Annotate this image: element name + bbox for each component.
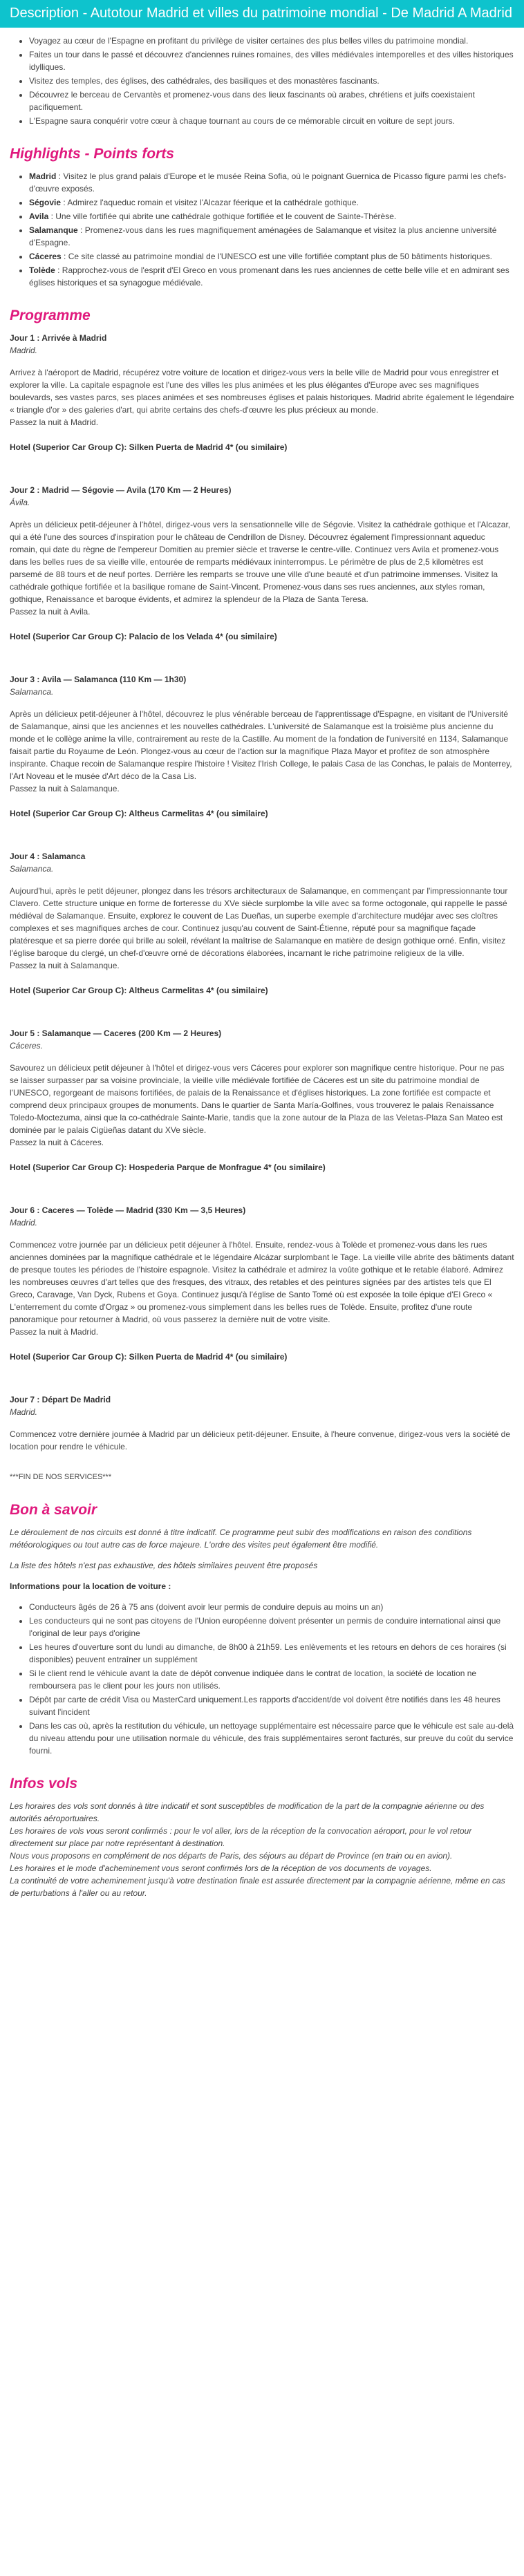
- day-place: Madrid.: [10, 1218, 38, 1228]
- day-hotel: Hotel (Superior Car Group C): Silken Puerta de Madrid 4* (ou similaire): [10, 442, 288, 452]
- intro-list: [10, 35, 514, 127]
- highlight-text: : Une ville fortifiée qui abrite une cathédrale gothique fortifiée et le couvent de Sainte-Thérèse.: [48, 211, 397, 221]
- day-hotel: Hotel (Superior Car Group C): Hospederia Parque de Monfrague 4* (ou similaire): [10, 1163, 326, 1172]
- highlight-item: [29, 170, 514, 195]
- day-block: [10, 332, 514, 453]
- day-title: Jour 1 : Arrivée à Madrid: [10, 333, 107, 343]
- day-night: Passez la nuit à Salamanque.: [10, 784, 120, 793]
- rental-item: • Les conducteurs qui ne sont pas citoyens de l'Union européenne doivent présenter un permis de conduire international ainsi que l'original de leur pays d'origine: [29, 1615, 514, 1639]
- day-night: Passez la nuit à Avila.: [10, 607, 91, 617]
- rental-item: • Les heures d'ouverture sont du lundi au dimanche, de 8h00 à 21h59. Les enlèvements et les retours en dehors de ces horaires (si disponibles) peuvent entraîner un supplément: [29, 1641, 514, 1666]
- day-night: Passez la nuit à Madrid.: [10, 417, 99, 427]
- day-hotel: Hotel (Superior Car Group C): Silken Puerta de Madrid 4* (ou similaire): [10, 1352, 288, 1362]
- intro-item: • Voyagez au cœur de l'Espagne en profitant du privilège de visiter certaines des plus belles villes du patrimoine mondial.: [29, 35, 514, 47]
- day-block: [10, 484, 514, 643]
- day-place: Salamanca.: [10, 864, 54, 874]
- highlight-text: : Visitez le plus grand palais d'Europe et le musée Reina Sofia, où le poignant Guernica de Picasso figure parmi les chefs-d'œuvre exposés.: [29, 171, 507, 194]
- day-text: Aujourd'hui, après le petit déjeuner, plongez dans les trésors architecturaux de Salamanque, en commençant par l'impressionnante tour Clavero. Cette structure unique en forme de forteresse du XVe siècle surplombe la ville avec sa forme octogonale, qui rappelle le passé médiéval de Salamanque. Ensuite, explorez le couvent de Las Dueñas, un superbe exemple d'architecture mudéjar avec ses cloîtres complexes et ses magnifiques arches de cour. Continuez jusqu'au couvent de Saint-Étienne, réputé pour sa magnifique façade platéresque et sa pierre dorée qui brille au soleil, révélant la maîtrise de Salamanque en matière de design gothique orné. Enfin, visitez l'église baroque du clergé, un chef-d'œuvre orné de décorations élaborées, incarnant le riche patrimoine religieux de la ville.: [10, 886, 508, 958]
- day-block: [10, 1204, 514, 1363]
- rental-item: • Dans les cas où, après la restitution du véhicule, un nettoyage supplémentaire est nécessaire parce que le véhicule est sale au-delà du niveau attendu pour une utilisation normale du véhicule, des frais supplémentaires seront facturés, sur preuve du coût du service fourni.: [29, 1720, 514, 1757]
- highlight-name: Avila: [29, 211, 49, 221]
- highlights-list: [10, 170, 514, 289]
- day-night: Passez la nuit à Cáceres.: [10, 1138, 104, 1147]
- day-text: Après un délicieux petit-déjeuner à l'hôtel, dirigez-vous vers la sensationnelle ville de Ségovie. Visitez la cathédrale gothique et l'Alcazar, qui a été l'une des sources d'inspiration pour le château de Cendrillon de Disney. Découvrez également l'impressionnant aqueduc romain, qui date du règne de l'empereur Domitien au premier siècle et traverse le centre-ville. Continuez vers Avila et promenez-vous dans les belles rues de sa vieille ville, entourée de remparts médiévaux ininterrompus. Le périmètre de plus de 2,5 kilomètres est parsemé de 88 tours et de neuf portes. Derrière les remparts se trouve une ville d'une beauté et d'un patrimoine immenses. Visitez la cathédrale gothique fortifiée et la basilique romane de Saint-Vincent. Promenez-vous dans ses rues anciennes, aux styles roman, gothique, Renaissance et baroque évidents, et admirez la splendeur de la Plaza de Santa Teresa.: [10, 520, 511, 604]
- day-place: Salamanca.: [10, 687, 54, 697]
- day-night: Passez la nuit à Salamanque.: [10, 961, 120, 970]
- day-hotel: Hotel (Superior Car Group C): Altheus Carmelitas 4* (ou similaire): [10, 809, 268, 818]
- end-of-services: ***FIN DE NOS SERVICES***: [10, 1473, 112, 1481]
- infos-vols-line: Les horaires de vols vous seront confirmés : pour le vol aller, lors de la réception de la convocation aéroport, pour le vol retour directement sur place par notre représentant à destination.: [10, 1826, 472, 1848]
- highlight-name: Ségovie: [29, 198, 62, 207]
- highlights-heading: Highlights - Points forts: [10, 146, 174, 162]
- rental-list: [10, 1601, 514, 1757]
- rental-heading: Informations pour la location de voiture :: [10, 1581, 171, 1591]
- infos-vols-line: Les horaires et le mode d'acheminement vous seront confirmés lors de la réception de vos documents de voyages.: [10, 1863, 432, 1873]
- day-block: [10, 673, 514, 820]
- day-text: Commencez votre journée par un délicieux petit déjeuner à l'hôtel. Ensuite, rendez-vous à Tolède et promenez-vous dans les rues anciennes dominées par la magnifique cathédrale et le légendaire Alcázar surplombant le Tage. La vieille ville abrite des bâtiments datant de presque toutes les périodes de l'histoire espagnole. Visitez la cathédrale et admirez la voûte gothique et le retable élaboré. Admirez les nombreuses œuvres d'art telles que des fresques, des vitraux, des retables et des peintures signées par des artistes tels que El Greco, Caravage, Van Dyck, Rubens et Goya. Continuez jusqu'à l'église de Santo Tomé où est exposée la toile épique d'El Greco « L'enterrement du comte d'Orgaz » ou promenez-vous simplement dans les belles rues de Tolède. Ensuite, profitez d'une route panoramique pour retourner à Madrid, où vous passerez la dernière nuit de votre visite.: [10, 1240, 514, 1324]
- day-hotel: Hotel (Superior Car Group C): Palacio de los Velada 4* (ou similaire): [10, 632, 277, 641]
- highlight-text: : Rapprochez-vous de l'esprit d'El Greco en vous promenant dans les rues anciennes de cette belle ville et en admirant ses églises historiques et sa synagogue médiévale.: [29, 265, 509, 288]
- highlight-item: [29, 250, 514, 263]
- rental-item: • Conducteurs âgés de 26 à 75 ans (doivent avoir leur permis de conduire depuis au moins un an): [29, 1601, 514, 1613]
- day-title: Jour 4 : Salamanca: [10, 852, 86, 861]
- day-place: Ávila.: [10, 498, 30, 507]
- highlight-name: Salamanque: [29, 225, 78, 235]
- rental-item: • Dépôt par carte de crédit Visa ou MasterCard uniquement.Les rapports d'accident/de vol doivent être notifiés dans les 48 heures suivant l'incident: [29, 1693, 514, 1718]
- bon-a-savoir-text: Le déroulement de nos circuits est donné à titre indicatif. Ce programme peut subir des modifications en raison des conditions météorologiques ou tout autre cas de force majeure. L'ordre des visites peut également être modifié.: [10, 1527, 472, 1550]
- infos-vols-text: [10, 1800, 514, 1899]
- infos-vols-line: La continuité de votre acheminement jusqu'à votre destination finale est assurée directement par la compagnie aérienne, même en cas de perturbations à l'aller ou au retour.: [10, 1876, 505, 1898]
- highlight-name: Cáceres: [29, 252, 62, 261]
- infos-vols-heading: Infos vols: [10, 1776, 78, 1792]
- intro-item: • Découvrez le berceau de Cervantès et promenez-vous dans des lieux fascinants où arabes, chrétiens et juifs coexistaient pacifiquement.: [29, 88, 514, 113]
- intro-item: • L'Espagne saura conquérir votre cœur à chaque tournant au cours de ce mémorable circuit en voiture de sept jours.: [29, 115, 514, 127]
- rental-item: • Si le client rend le véhicule avant la date de dépôt convenue indiquée dans le contrat de location, la société de location ne remboursera pas le client pour les jours non utilisés.: [29, 1667, 514, 1692]
- day-place: Madrid.: [10, 1407, 38, 1417]
- day-title: Jour 3 : Avila — Salamanca (110 Km — 1h30): [10, 675, 187, 684]
- bon-a-savoir-hotels-note: La liste des hôtels n'est pas exhaustive, des hôtels similaires peuvent être proposés: [10, 1561, 318, 1570]
- infos-vols-line: Les horaires des vols sont donnés à titre indicatif et sont susceptibles de modification de la part de la compagnie aérienne ou des autorités aéroportuaires.: [10, 1801, 485, 1823]
- infos-vols-line: Nous vous proposons en complément de nos départs de Paris, des séjours au départ de Province (en train ou en avion).: [10, 1851, 453, 1861]
- day-text: Après un délicieux petit-déjeuner à l'hôtel, découvrez le plus vénérable berceau de l'apprentissage d'Espagne, en visitant de l'Université de Salamanque, ainsi que les anciennes et les nouvelles cathédrales. L'université de Salamanque est la troisième plus ancienne du monde et le collège anime la ville, contrairement au reste de la Castille. Au moment de la fondation de l'université en 1134, Salamanque faisait partie du Royaume de León. Plongez-vous au cœur de l'action sur la magnifique Plaza Mayor et profitez de son atmosphère inspirante. Chaque recoin de Salamanque respire l'histoire ! Visitez l'Irish College, le palais Casa de las Conchas, le palais de Monterrey, l'Art Noveau et le musée d'Art déco de la Casa Lis.: [10, 709, 512, 781]
- day-title: Jour 5 : Salamanque — Caceres (200 Km — 2 Heures): [10, 1028, 222, 1038]
- day-block: [10, 850, 514, 997]
- highlight-name: Madrid: [29, 171, 57, 181]
- bon-a-savoir-heading: Bon à savoir: [10, 1502, 97, 1518]
- day-text: Arrivez à l'aéroport de Madrid, récupérez votre voiture de location et dirigez-vous vers la belle ville de Madrid pour vous enregistrer et explorer la ville. La capitale espagnole est l'une des villes les plus animées et les plus élégantes d'Europe avec ses magnifiques boulevards, ses vastes parcs, ses places animées et ses nombreuses églises et palais historiques. Madrid abrite également le légendaire « triangle d'or » des galeries d'art, qui abrite certains des chefs-d'œuvre les plus précieux au monde.: [10, 368, 514, 415]
- day-place: Madrid.: [10, 346, 38, 355]
- day-block: [10, 1027, 514, 1174]
- intro-item: • Faites un tour dans le passé et découvrez d'anciennes ruines romaines, des villes médiévales intemporelles et des villes historiques idylliques.: [29, 48, 514, 73]
- highlight-item: [29, 210, 514, 223]
- day-text: Savourez un délicieux petit déjeuner à l'hôtel et dirigez-vous vers Cáceres pour explorer son magnifique centre historique. Pour ne pas se laisser surpasser par sa voisine provinciale, la vieille ville médiévale fortifiée de Cáceres est un site du patrimoine mondial de l'UNESCO, regorgeant de maisons fortifiées, de palais de la Renaissance et d'églises historiques. La zone fortifiée est compacte et comprend deux principaux groupes de monuments. Dans le quartier de Santa María-Golfines, vous trouverez le palais Renaissance Toledo-Moctezuma, ainsi que la co-cathédrale Sainte-Marie, tandis que la zone autour de la Plaza de las Veletas-Plaza San Mateo est dominée par le palais Cigüeñas datant du XVe siècle.: [10, 1063, 505, 1135]
- content: [0, 35, 524, 1899]
- day-title: Jour 2 : Madrid — Ségovie — Avila (170 Km — 2 Heures): [10, 485, 232, 495]
- highlight-item: [29, 224, 514, 249]
- programme-heading: Programme: [10, 308, 91, 323]
- highlight-text: : Promenez-vous dans les rues magnifiquement aménagées de Salamanque et visitez la plus ancienne université d'Espagne.: [29, 225, 497, 247]
- page-title: Description - Autotour Madrid et villes du patrimoine mondial - De Madrid A Madrid: [0, 0, 524, 28]
- highlight-text: : Admirez l'aqueduc romain et visitez l'Alcazar féerique et la cathédrale gothique.: [61, 198, 359, 207]
- highlight-item: [29, 264, 514, 289]
- highlight-item: [29, 196, 514, 209]
- day-title: Jour 7 : Départ De Madrid: [10, 1395, 111, 1404]
- intro-item: • Visitez des temples, des églises, des cathédrales, des basiliques et des monastères fascinants.: [29, 75, 514, 87]
- day-text: Commencez votre dernière journée à Madrid par un délicieux petit-déjeuner. Ensuite, à l'heure convenue, dirigez-vous vers la société de location pour rendre le véhicule.: [10, 1429, 511, 1451]
- day-block: [10, 1393, 514, 1453]
- day-night: Passez la nuit à Madrid.: [10, 1327, 99, 1337]
- highlight-name: Tolède: [29, 265, 55, 275]
- day-hotel: Hotel (Superior Car Group C): Altheus Carmelitas 4* (ou similaire): [10, 986, 268, 995]
- day-title: Jour 6 : Caceres — Tolède — Madrid (330 Km — 3,5 Heures): [10, 1205, 246, 1215]
- highlight-text: : Ce site classé au patrimoine mondial de l'UNESCO est une ville fortifiée comptant plus de 50 bâtiments historiques.: [61, 252, 492, 261]
- day-place: Cáceres.: [10, 1041, 44, 1051]
